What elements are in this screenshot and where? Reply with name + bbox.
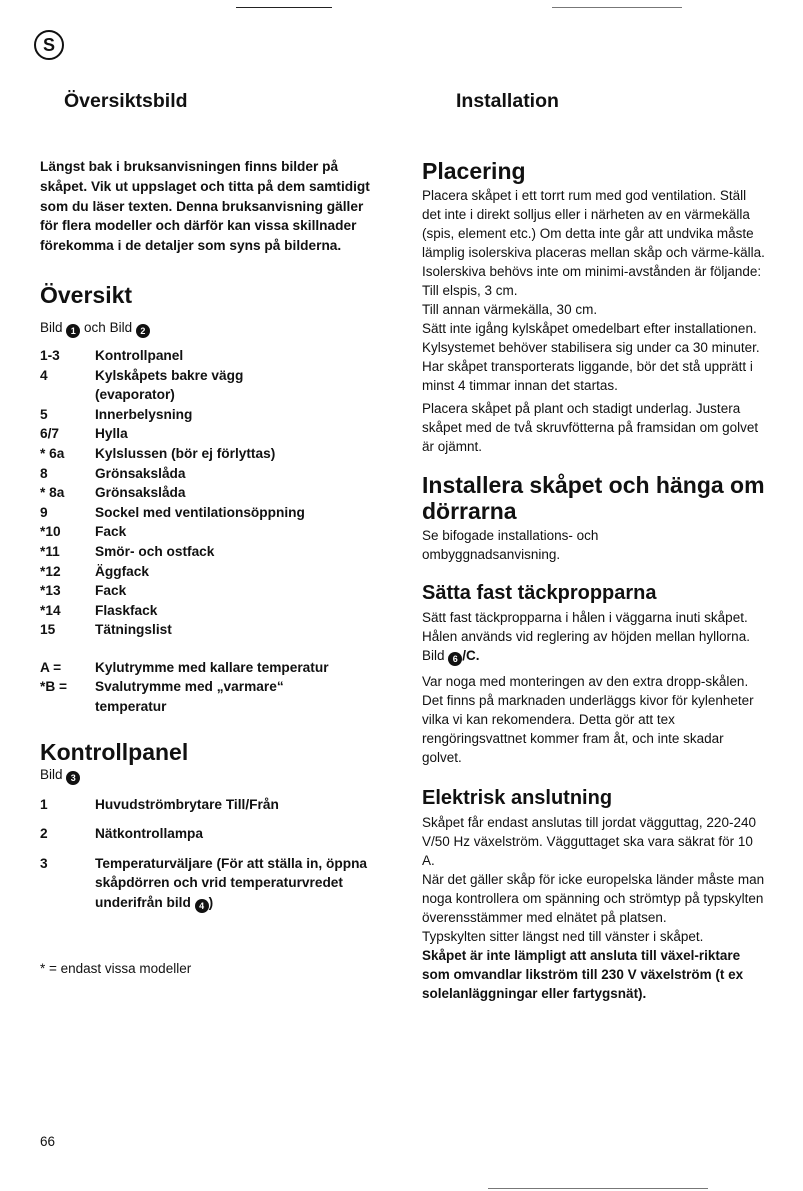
list-item: 2 Nätkontrollampa bbox=[40, 826, 203, 842]
list-item: 6/7 Hylla bbox=[40, 426, 128, 442]
heading-oversikt: Översikt bbox=[40, 281, 133, 308]
placering-paragraph-5: Placera skåpet på plant och stadigt underlag. Justera skåpet med de två skruvfötterna på framsidan om golvet är ojämnt. bbox=[422, 401, 759, 454]
bottom-rule bbox=[488, 1188, 708, 1189]
satta-paragraph-1: Sätt fast täckpropparna i hålen i väggarna inuti skåpet. Hålen används vid reglering av höjden mellan hyllorna. Bild 6 /C. bbox=[422, 610, 750, 664]
list-item: 1-3 Kontrollpanel bbox=[40, 347, 184, 363]
heading-placering: Placering bbox=[422, 158, 526, 184]
elektrisk-paragraph-3: Typskylten sitter längst ned till vänster i skåpet. bbox=[422, 929, 704, 944]
heading-kontrollpanel: Kontrollpanel bbox=[40, 738, 189, 765]
figure-number-3: 3 bbox=[66, 771, 80, 785]
zones-list bbox=[40, 658, 385, 717]
heading-installera: Installera skåpet och hänga om dörrarna bbox=[422, 472, 765, 524]
elektrisk-paragraph-1: Skåpet får endast anslutas till jordat vägguttag, 220-240 V/50 Hz växelström. Vägguttaget ska vara säkrat för 10 A. bbox=[422, 815, 756, 868]
list-item: 5 Innerbelysning bbox=[40, 406, 193, 422]
top-rule-left bbox=[236, 7, 332, 8]
list-item: * 6a Kylslussen (bör ej förlyttas) bbox=[40, 445, 276, 461]
list-item: 8 Grönsakslåda bbox=[40, 465, 186, 481]
list-item: *14 Flaskfack bbox=[40, 602, 158, 618]
list-item: 15 Tätningslist bbox=[40, 622, 172, 638]
right-column bbox=[422, 88, 767, 1003]
satta-paragraph-2: Var noga med monteringen av den extra dropp-skålen. Det finns på marknaden underläggs kivor för kylenheter vilka vi kan rekomendera. Detta gör att tex rengöringsvattnet kommer fram åt, och inte skadar golvet. bbox=[422, 674, 754, 765]
figure-number-2: 2 bbox=[136, 324, 150, 338]
heading-satta-fast: Sätta fast täckpropparna bbox=[422, 582, 657, 604]
list-item: *B = Svalutrymme med „varmare“ temperatur bbox=[40, 679, 284, 715]
bild-reference bbox=[40, 318, 385, 338]
installera-paragraph: Se bifogade installations- och ombyggnadsanvisning. bbox=[422, 528, 599, 562]
list-item: 3 Temperaturväljare (För att ställa in, öppna skåpdörren och vrid temperaturvredet underifrån bild 4 ) bbox=[40, 855, 368, 912]
list-item: *12 Äggfack bbox=[40, 563, 150, 579]
placering-paragraph-1: Placera skåpet i ett torrt rum med god ventilation. Ställ det inte i direkt solljus eller i närheten av en värmekälla (spis, element etc.) Om detta inte går att undvika måste lämplig isolerskiva placeras mellan skåp och värme-källa. Isolerskiva behövs inte om minimi-avstånden är följande: bbox=[422, 188, 765, 279]
bild-reference-3: Bild 3 bbox=[40, 765, 385, 785]
figure-number-1: 1 bbox=[66, 324, 80, 338]
elektrisk-warning: Skåpet är inte lämpligt att ansluta till växel-riktare som omvandlar likström till 230 V växelström (t ex solelanläggningar eller fartygsnät). bbox=[422, 948, 744, 1001]
bild-prefix: Bild bbox=[40, 319, 63, 335]
placering-paragraph-4: Sätt inte igång kylskåpet omedelbart efter installationen. Kylsystemet behöver stabilisera sig under ca 30 minuter. Har skåpet transporterats liggande, bör det stå upprätt i minst 4 timmar innan det startas. bbox=[422, 321, 760, 393]
heading-elektrisk: Elektrisk anslutning bbox=[422, 787, 613, 809]
list-item: *13 Fack bbox=[40, 583, 127, 599]
list-item: 4 Kylskåpets bakre vägg (evaporator) bbox=[40, 367, 244, 403]
control-panel-list bbox=[40, 795, 385, 913]
page-title-installation: Installation bbox=[456, 90, 559, 112]
page-title-oversiktsbild: Översiktsbild bbox=[64, 90, 188, 112]
list-item: 1 Huvudströmbrytare Till/Från bbox=[40, 796, 279, 812]
list-item: *10 Fack bbox=[40, 524, 127, 540]
left-column bbox=[40, 88, 385, 978]
placering-paragraph-3: Till annan värmekälla, 30 cm. bbox=[422, 302, 598, 317]
footnote: * = endast vissa modeller bbox=[40, 961, 192, 977]
elektrisk-paragraph-2: När det gäller skåp för icke europelska länder måste man noga kontrollera om spänning och strömtyp på typskylten överensstämmer med elnätet på platsen. bbox=[422, 872, 765, 925]
figure-number-4: 4 bbox=[195, 899, 209, 913]
parts-list bbox=[40, 346, 385, 640]
list-item: A = Kylutrymme med kallare temperatur bbox=[40, 659, 329, 675]
language-badge: S bbox=[34, 30, 64, 60]
top-rule-right bbox=[552, 7, 682, 8]
list-item: * 8a Grönsakslåda bbox=[40, 485, 186, 501]
placering-paragraph-2: Till elspis, 3 cm. bbox=[422, 283, 518, 298]
page-number: 66 bbox=[40, 1134, 56, 1149]
intro-paragraph: Längst bak i bruksanvisningen finns bilder på skåpet. Vik ut uppslaget och titta på dem samtidigt som du läser texten. Denna bruksanvisning gäller för flera modeller och därför kan vissa skillnader förekomma i de detaljer som syns på bilderna. bbox=[40, 159, 370, 254]
figure-number-6: 6 bbox=[448, 652, 462, 666]
list-item: 9 Sockel med ventilationsöppning bbox=[40, 504, 305, 520]
list-item: *11 Smör- och ostfack bbox=[40, 543, 215, 559]
bild-and: och Bild bbox=[84, 319, 133, 335]
